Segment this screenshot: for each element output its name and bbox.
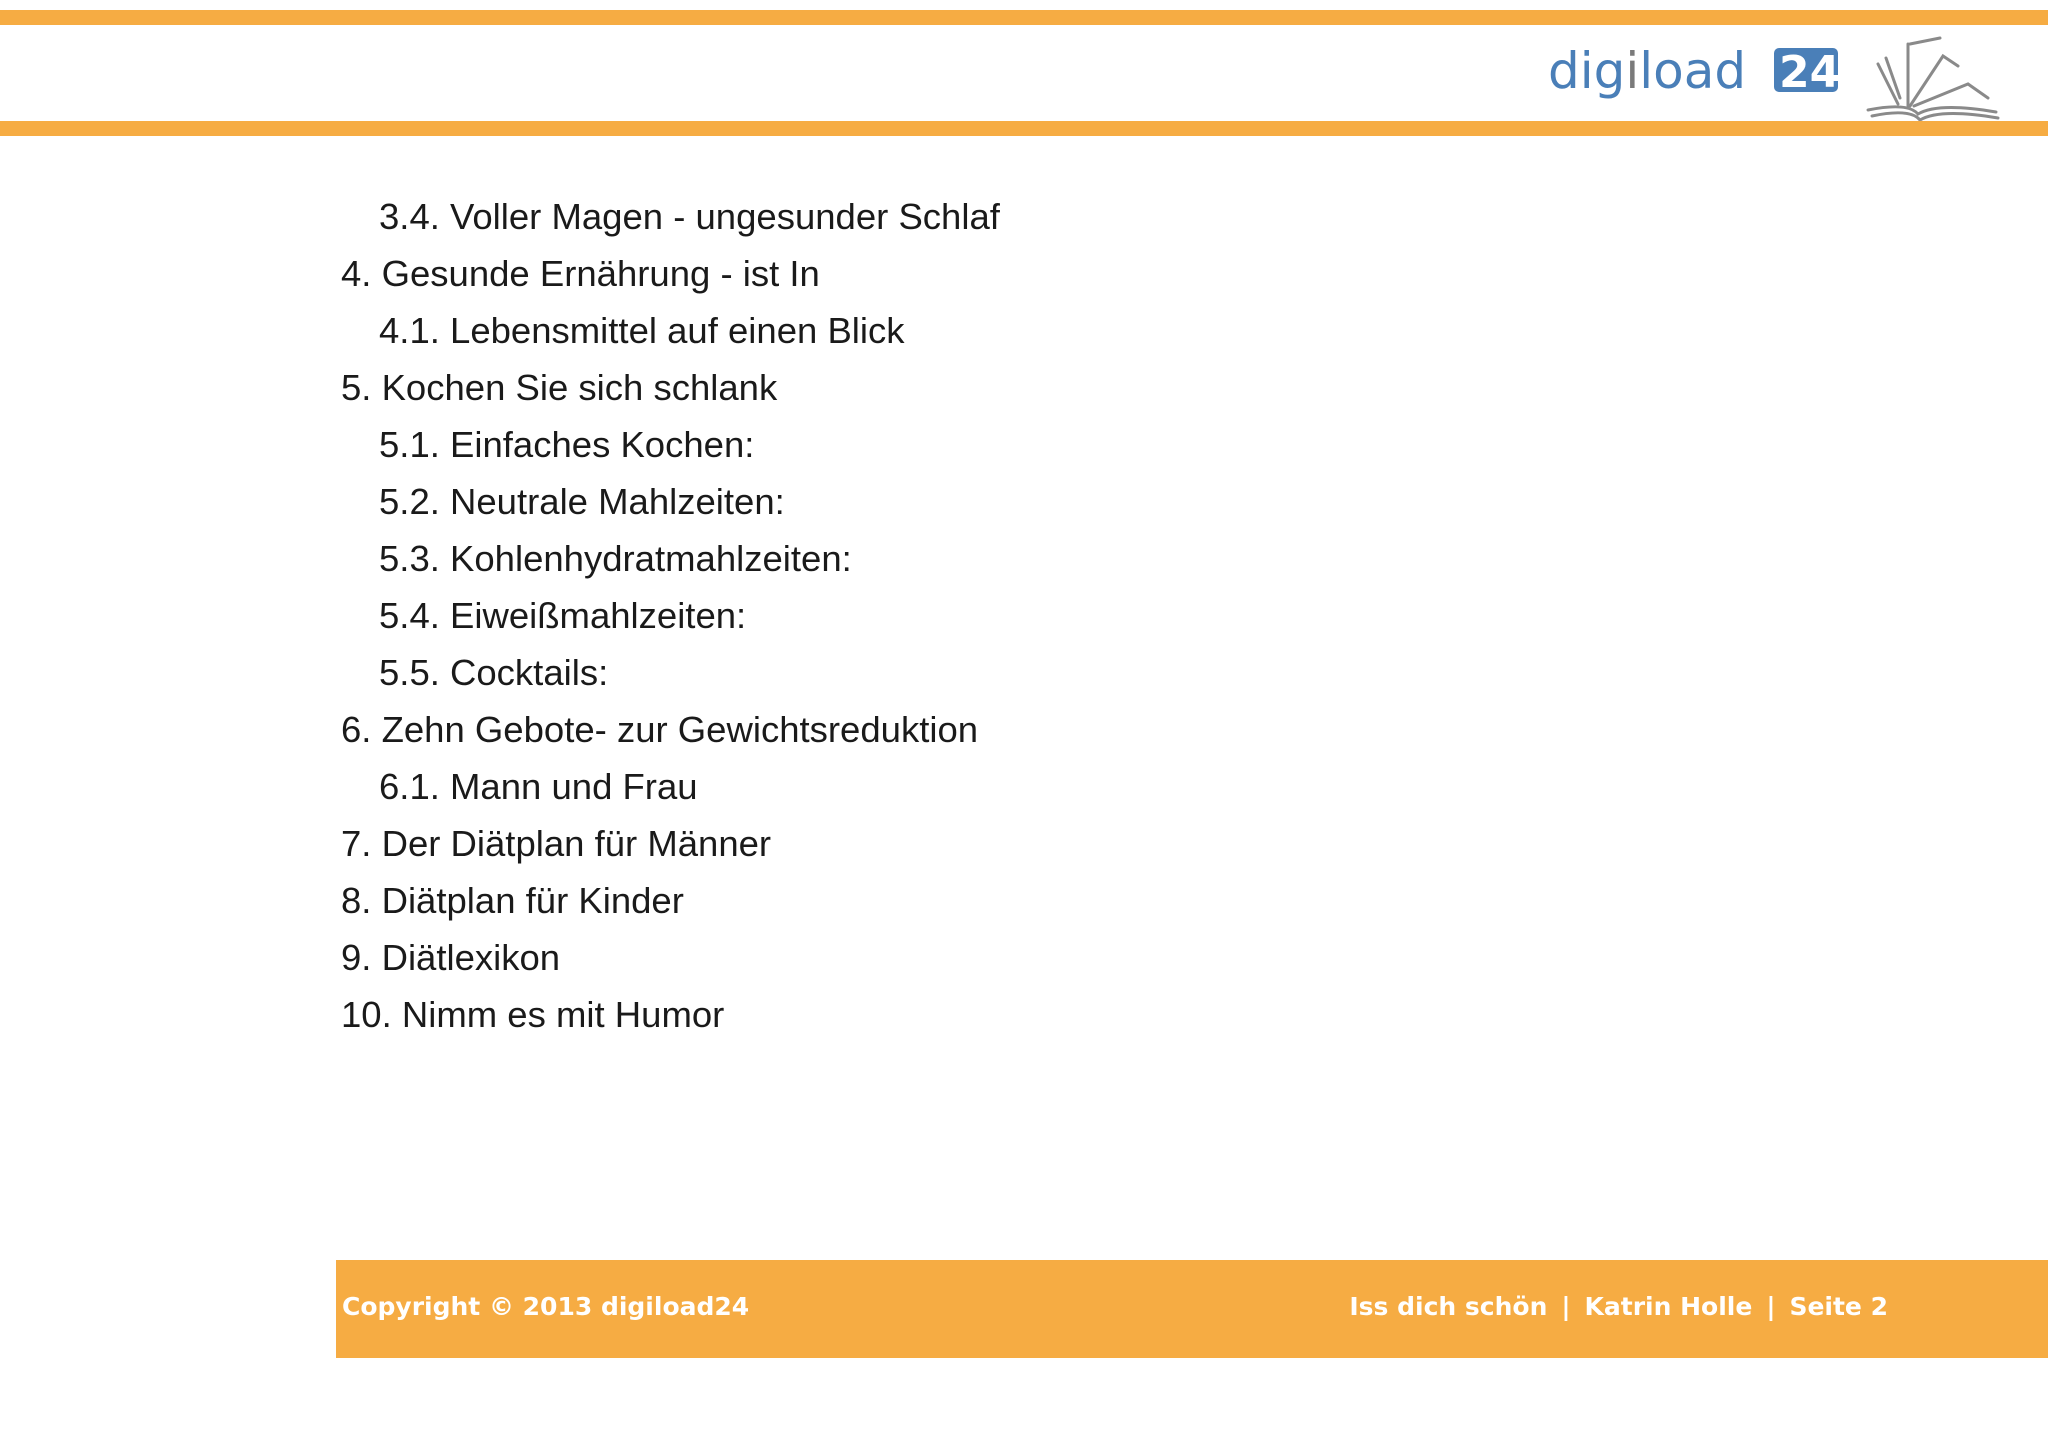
svg-text:digiload: digiload bbox=[1548, 42, 1747, 100]
digiload24-logo bbox=[1548, 36, 2000, 122]
header-bottom-stripe bbox=[0, 121, 2048, 136]
toc-entry: 5.4. Eiweißmahlzeiten: bbox=[379, 595, 747, 636]
toc-entry: 6.1. Mann und Frau bbox=[379, 766, 698, 807]
toc-entry: 7. Der Diätplan für Männer bbox=[341, 823, 772, 864]
toc-entry: 5.5. Cocktails: bbox=[379, 652, 609, 693]
footer-page-number: Seite 2 bbox=[1789, 1292, 1888, 1321]
toc-entry: 5.3. Kohlenhydratmahlzeiten: bbox=[379, 538, 852, 579]
toc-entry: 9. Diätlexikon bbox=[341, 937, 561, 978]
footer-book-title: Iss dich schön bbox=[1349, 1292, 1548, 1321]
footer-separator: | bbox=[1561, 1292, 1571, 1321]
toc-entry: 4.1. Lebensmittel auf einen Blick bbox=[379, 310, 905, 351]
toc-entry: 6. Zehn Gebote- zur Gewichtsreduktion bbox=[341, 709, 979, 750]
toc-entry: 3.4. Voller Magen - ungesunder Schlaf bbox=[379, 196, 1000, 237]
toc-entry: 5. Kochen Sie sich schlank bbox=[341, 367, 778, 408]
footer-separator: | bbox=[1766, 1292, 1776, 1321]
table-of-contents bbox=[341, 188, 1000, 1043]
toc-entry: 4. Gesunde Ernährung - ist In bbox=[341, 253, 820, 294]
page-footer bbox=[336, 1260, 2048, 1358]
footer-meta bbox=[1349, 1260, 1888, 1354]
footer-author: Katrin Holle bbox=[1584, 1292, 1753, 1321]
header-top-stripe bbox=[0, 10, 2048, 25]
toc-entry: 10. Nimm es mit Humor bbox=[341, 994, 725, 1035]
toc-entry: 5.2. Neutrale Mahlzeiten: bbox=[379, 481, 785, 522]
footer-copyright: Copyright © 2013 digiload24 bbox=[342, 1292, 750, 1321]
toc-entry: 8. Diätplan für Kinder bbox=[341, 880, 684, 921]
svg-text:24: 24 bbox=[1779, 47, 1841, 98]
toc-entry: 5.1. Einfaches Kochen: bbox=[379, 424, 755, 465]
